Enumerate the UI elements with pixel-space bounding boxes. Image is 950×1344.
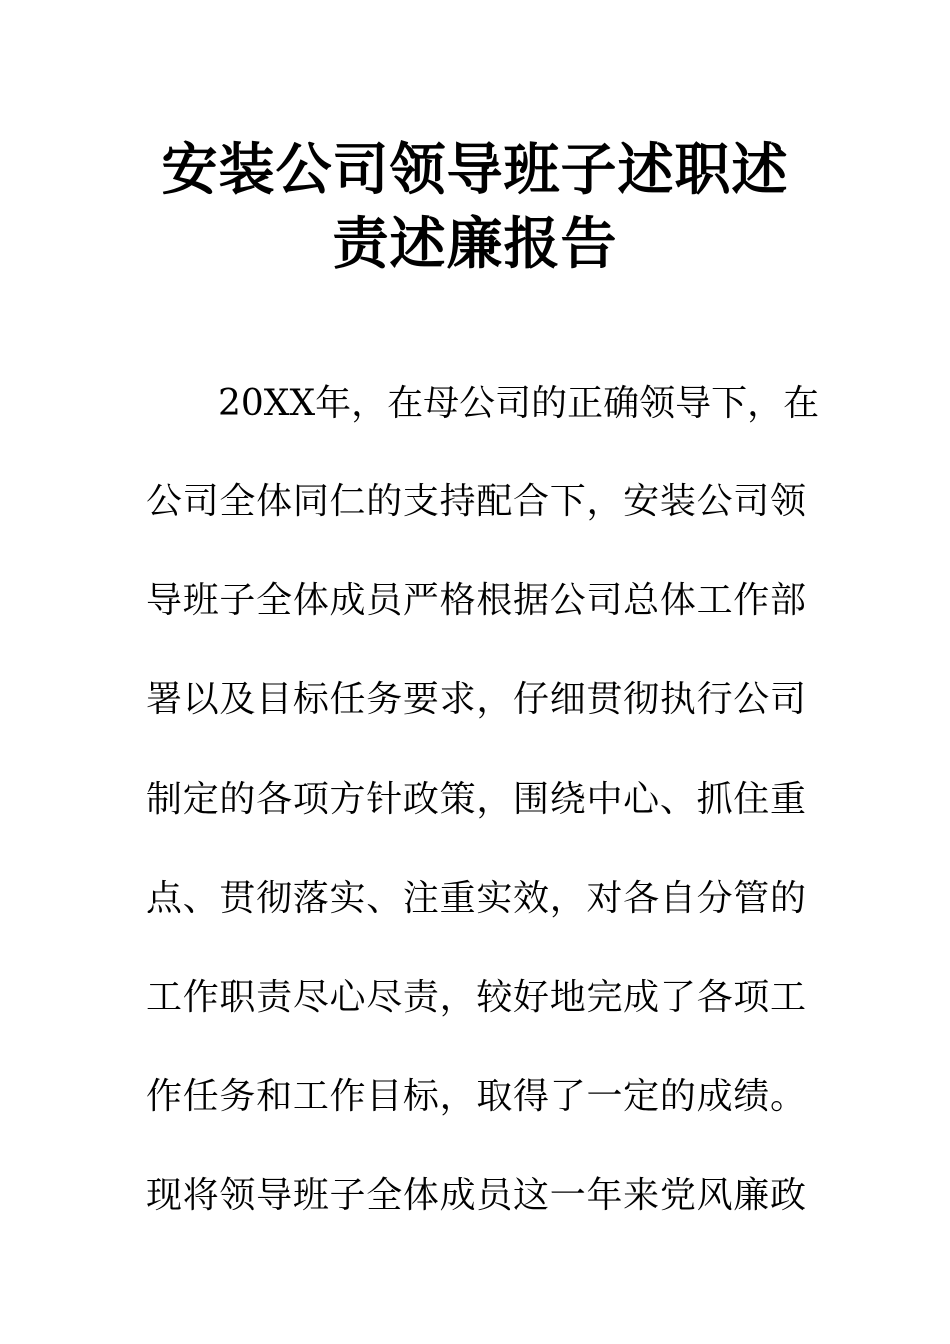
body-line-3: 导班子全体成员严格根据公司总体工作部 (146, 580, 806, 621)
body-line-2: 公司全体同仁的支持配合下，安装公司领 (146, 481, 806, 522)
body-line-1: 20XX年，在母公司的正确领导下，在 (218, 383, 820, 424)
document-title-line-2: 责述廉报告 (332, 211, 618, 277)
document-title-line-1: 安装公司领导班子述职述 (161, 137, 789, 203)
body-line-9: 现将领导班子全体成员这一年来党风廉政 (146, 1175, 806, 1216)
body-line-8: 作任务和工作目标，取得了一定的成绩。 (146, 1076, 806, 1117)
body-line-5: 制定的各项方针政策，围绕中心、抓住重 (146, 779, 806, 820)
body-line-4: 署以及目标任务要求，仔细贯彻执行公司 (146, 679, 806, 720)
body-line-7: 工作职责尽心尽责，较好地完成了各项工 (146, 977, 806, 1018)
body-line-6: 点、贯彻落实、注重实效，对各自分管的 (146, 878, 806, 919)
